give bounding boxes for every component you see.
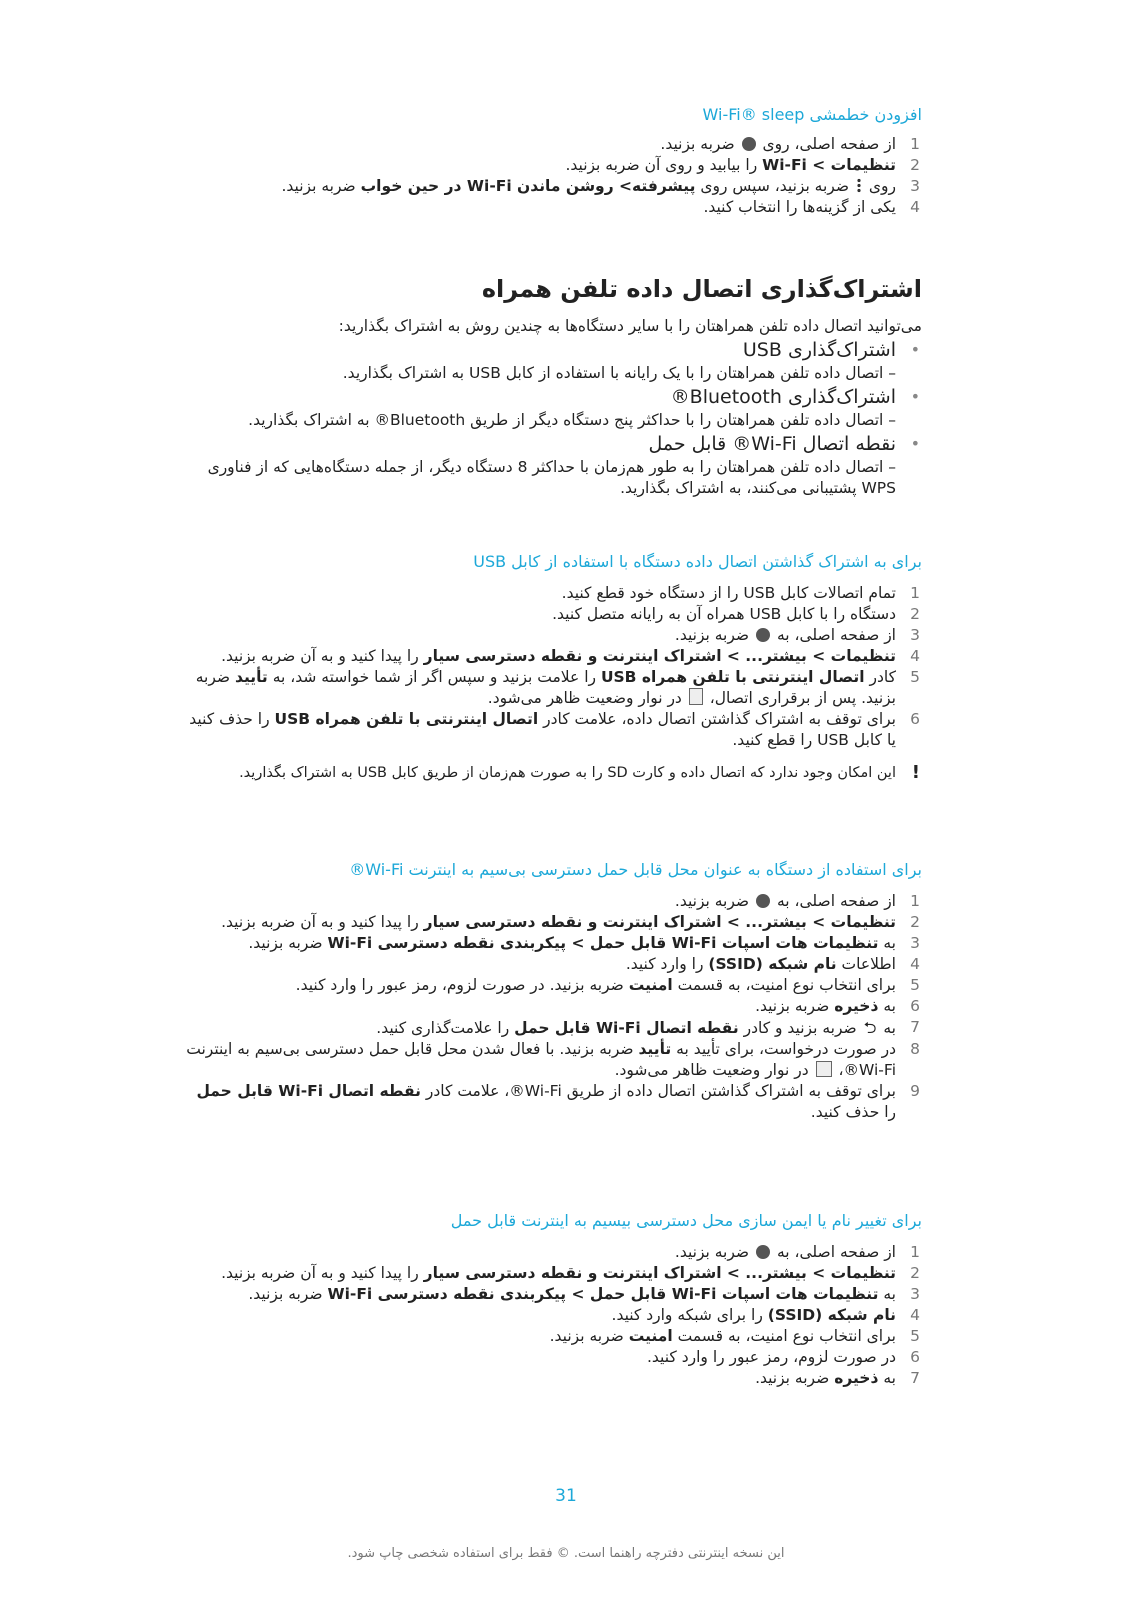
tethering-section xyxy=(180,272,922,499)
more-options-icon xyxy=(857,178,861,193)
usb-status-icon xyxy=(689,688,703,705)
section-subheading: برای تغییر نام یا ایمن سازی محل دسترسی بیسیم به اینترنت قابل حمل xyxy=(450,1211,922,1230)
rename-hotspot-section xyxy=(180,1210,922,1389)
step-list xyxy=(180,891,922,1123)
section-subheading: افزودن خطمشی Wi-Fi® sleep xyxy=(702,105,922,124)
step-item: 7 به ذخیره ضربه بزنید. xyxy=(755,1369,920,1387)
step-item: 6 در صورت لزوم، رمز عبور را وارد کنید. xyxy=(646,1348,920,1366)
step-item: 2 تنظیمات > بیشتر... > اشتراک اینترنت و نقطه دسترسی سیار را پیدا کنید و به آن ضربه بزنید. xyxy=(221,913,920,931)
bullet-item: • اشتراک‌گذاری USB – اتصال داده تلفن همراهتان را با یک رایانه با استفاده از کابل USB به اشتراک بگذارید. xyxy=(342,339,920,382)
step-item: 2 تنظیمات > Wi-Fi را بیابید و روی آن ضربه بزنید. xyxy=(565,156,920,174)
step-list xyxy=(180,134,922,218)
step-item: 1 تمام اتصالات کابل USB را از دستگاه خود قطع کنید. xyxy=(561,584,920,602)
application-screen-icon xyxy=(756,1245,770,1259)
section-subheading: برای به اشتراک گذاشتن اتصال داده دستگاه با استفاده از کابل USB xyxy=(473,552,922,571)
page-number: 31 xyxy=(555,1486,577,1506)
bullet-icon: • xyxy=(910,387,920,406)
step-item: 4 اطلاعات نام شبکه (SSID) را وارد کنید. xyxy=(625,955,920,973)
step-item: 6 برای توقف به اشتراک گذاشتن اتصال داده، علامت کادر اتصال اینترنتی با تلفن همراه USB را حذف کنید یا کابل USB را قطع کنید. xyxy=(189,710,920,749)
step-item: 7 به ⮌ ضربه بزنید و کادر نقطه اتصال Wi-Fi قابل حمل را علامت‌گذاری کنید. xyxy=(376,1018,920,1037)
bullet-item: • نقطه اتصال Wi-Fi® قابل حمل – اتصال داده تلفن همراهتان را به طور هم‌زمان با حداکثر 8 دستگاه دیگر، از جمله دستگاه‌هایی که از فناوری WPS پشتیبانی می‌کنند، به اشتراک بگذارید. xyxy=(207,433,920,497)
application-screen-icon xyxy=(756,894,770,908)
step-item: 8 در صورت درخواست، برای تأیید به تأیید ضربه بزنید. با فعال شدن محل قابل حمل دسترسی بی‌سیم به اینترنت Wi-Fi®، در نوار وضعیت ظاهر می‌شود. xyxy=(186,1040,920,1079)
step-item: 2 دستگاه را با کابل USB همراه آن به رایانه متصل کنید. xyxy=(552,605,920,623)
section-heading: اشتراک‌گذاری اتصال داده تلفن همراه xyxy=(481,275,922,303)
bullet-icon: • xyxy=(910,434,920,453)
intro-text: می‌توانید اتصال داده تلفن همراهتان را با سایر دستگاه‌ها به چندین روش به اشتراک بگذارید: xyxy=(338,317,922,335)
note-box: ! این امکان وجود ندارد که اتصال داده و کارت SD را به صورت هم‌زمان از طریق کابل USB به اشتراک بگذارید. xyxy=(239,762,920,783)
step-item: 4 یکی از گزینه‌ها را انتخاب کنید. xyxy=(703,198,920,216)
step-item: 3 به تنظیمات هات اسپات Wi-Fi قابل حمل > پیکربندی نقطه دسترسی Wi-Fi ضربه بزنید. xyxy=(248,934,920,952)
step-item: 5 برای انتخاب نوع امنیت، به قسمت امنیت ضربه بزنید. در صورت لزوم، رمز عبور را وارد کنید. xyxy=(295,976,920,994)
step-item: 1 از صفحه اصلی، روی ضربه بزنید. xyxy=(660,135,920,153)
bullet-item: • اشتراک‌گذاری Bluetooth® – اتصال داده تلفن همراهتان را با حداکثر پنج دستگاه دیگر از طریق Bluetooth® به اشتراک بگذارید. xyxy=(248,386,920,429)
step-item: 3 به تنظیمات هات اسپات Wi-Fi قابل حمل > پیکربندی نقطه دسترسی Wi-Fi ضربه بزنید. xyxy=(248,1285,920,1303)
step-item: 3 از صفحه اصلی، به ضربه بزنید. xyxy=(674,626,920,644)
step-item: 5 برای انتخاب نوع امنیت، به قسمت امنیت ضربه بزنید. xyxy=(549,1327,920,1345)
page-footer: این نسخه اینترنتی دفترچه راهنما است. © فقط برای استفاده شخصی چاپ شود. xyxy=(347,1546,785,1561)
step-item: 4 تنظیمات > بیشتر... > اشتراک اینترنت و نقطه دسترسی سیار را پیدا کنید و به آن ضربه بزنید. xyxy=(221,647,920,665)
step-item: 3 روی ضربه بزنید، سپس روی پیشرفته> روشن ماندن Wi-Fi در حین خواب ضربه بزنید. xyxy=(281,177,920,195)
step-item: 6 به ذخیره ضربه بزنید. xyxy=(755,997,920,1015)
step-item: 9 برای توقف به اشتراک گذاشتن اتصال داده از طریق Wi-Fi®، علامت کادر نقطه اتصال Wi-Fi قابل حمل را حذف کنید. xyxy=(196,1082,920,1121)
wifi-hotspot-section xyxy=(180,859,922,1123)
step-item: 1 از صفحه اصلی، به ضربه بزنید. xyxy=(674,892,920,910)
section-subheading: برای استفاده از دستگاه به عنوان محل قابل حمل دسترسی بی‌سیم به اینترنت Wi-Fi® xyxy=(349,860,922,879)
application-screen-icon xyxy=(742,137,756,151)
back-icon: ⮌ xyxy=(863,1018,877,1037)
bullet-icon: • xyxy=(910,340,920,359)
tethering-options xyxy=(180,337,922,499)
wifi-sleep-section xyxy=(180,104,922,218)
step-item: 4 نام شبکه (SSID) را برای شبکه وارد کنید. xyxy=(611,1306,920,1324)
step-list xyxy=(180,583,922,751)
step-item: 2 تنظیمات > بیشتر... > اشتراک اینترنت و نقطه دسترسی سیار را پیدا کنید و به آن ضربه بزنید. xyxy=(221,1264,920,1282)
step-list xyxy=(180,1242,922,1389)
usb-tethering-section xyxy=(180,551,922,784)
warning-icon: ! xyxy=(911,762,920,783)
hotspot-status-icon xyxy=(816,1061,832,1077)
application-screen-icon xyxy=(756,628,770,642)
step-item: 5 کادر اتصال اینترنتی با تلفن همراه USB را علامت بزنید و سپس اگر از شما خواسته شد، به تأیید ضربه بزنید. پس از برقراری اتصال، در نوار وضعیت ظاهر می‌شود. xyxy=(195,668,920,707)
step-item: 1 از صفحه اصلی، به ضربه بزنید. xyxy=(674,1243,920,1261)
